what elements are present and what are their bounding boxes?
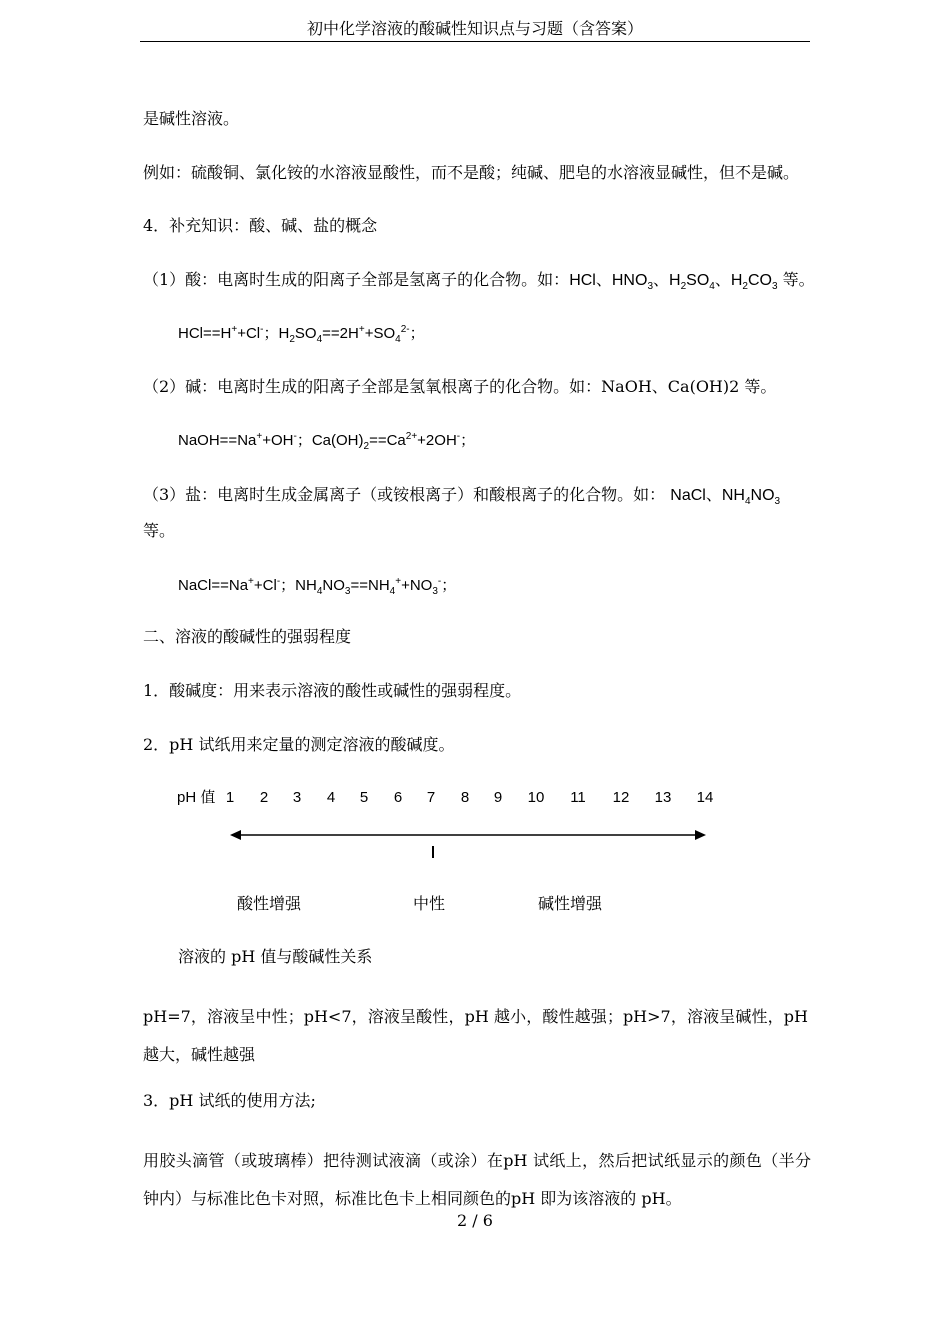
page-header: 初中化学溶液的酸碱性知识点与习题（含答案） <box>306 19 643 38</box>
ph-tick-8: 8 <box>460 789 470 806</box>
neutral-mark <box>432 846 434 858</box>
paragraph-continuation: 是碱性溶液。 <box>143 109 240 128</box>
salt-definition-cont: 等。 <box>143 521 176 540</box>
header-rule <box>140 41 810 42</box>
base-definition: （2）碱：电离时生成的阳离子全部是氢氧根离子的化合物。如：NaOH、Ca(OH)2 等。 <box>143 377 777 396</box>
page-number: 2 / 6 <box>457 1211 493 1230</box>
section-heading-2: 二、溶液的酸碱性的强弱程度 <box>143 627 352 646</box>
ph-tick-13: 13 <box>654 789 672 806</box>
acid-definition-text: （1）酸：电离时生成的阳离子全部是氢离子的化合物。如： <box>143 270 570 289</box>
definition-acidity: 1．酸碱度：用来表示溶液的酸性或碱性的强弱程度。 <box>143 681 522 700</box>
ph-paper-statement: 2．pH 试纸用来定量的测定溶液的酸碱度。 <box>143 735 455 754</box>
ph-tick-12: 12 <box>612 789 630 806</box>
acid-example-h2co3: $H_2CO_3$ <box>730 272 778 293</box>
base-ionization-equation: NaOH==Na++OH-；$Ca(OH)_2==Ca^{2+}+2OH^-$； <box>178 431 476 452</box>
ph-relation-paragraph: pH=7，溶液呈中性；pH<7，溶液呈酸性，pH 越小，酸性越强；pH>7，溶液呈碱性，pH 越大，碱性越强 <box>143 1007 808 1064</box>
ph-scale-axis <box>230 828 706 842</box>
ph-tick-11: 11 <box>570 789 586 806</box>
region-acidic: 酸性增强 <box>237 894 302 913</box>
axis-arrow-right <box>695 830 706 840</box>
ph-tick-9: 9 <box>493 789 503 806</box>
salt-ionization-equation: NaCl==Na++Cl-；$NH_4NO_3==NH_4^++NO_3^-$； <box>178 576 457 597</box>
ph-tick-10: 10 <box>527 789 545 806</box>
salt-definition: （3）盐：电离时生成金属离子（或铵根离子）和酸根离子的化合物。如： NaCl、$NH_4NO_3$ <box>143 485 781 508</box>
ph-tick-14: 14 <box>696 789 714 806</box>
ph-tick-7: 7 <box>426 789 436 806</box>
ph-tick-1: 1 <box>225 789 235 806</box>
acid-example-suffix: 等。 <box>782 270 815 289</box>
acid-example-hno3: $HNO_3$ <box>611 272 653 293</box>
ph-tick-2: 2 <box>259 789 269 806</box>
heading-supplement: 4．补充知识：酸、碱、盐的概念 <box>143 216 378 235</box>
acid-example-h2so4: $H_2SO_4$ <box>669 272 715 293</box>
ph-usage-heading: 3．pH 试纸的使用方法; <box>143 1091 316 1110</box>
diagram-caption: 溶液的 pH 值与酸碱性关系 <box>178 947 373 966</box>
ph-tick-3: 3 <box>292 789 302 806</box>
ph-tick-4: 4 <box>326 789 336 806</box>
ph-tick-5: 5 <box>359 789 369 806</box>
axis-arrow-left <box>230 830 241 840</box>
region-neutral: 中性 <box>413 894 446 913</box>
ph-tick-6: 6 <box>393 789 403 806</box>
paragraph-example: 例如：硫酸铜、氯化铵的水溶液显酸性，而不是酸；纯碱、肥皂的水溶液显碱性，但不是碱。 <box>143 163 800 182</box>
region-basic: 碱性增强 <box>538 894 603 913</box>
acid-example-hcl: HCl <box>569 272 596 289</box>
ph-scale-label: pH 值 <box>177 789 216 806</box>
acid-definition: （1）酸：电离时生成的阳离子全部是氢离子的化合物。如：HCl、$HNO_3$、$H_2SO_4$、$H_2CO_3$ 等。 <box>143 270 815 293</box>
acid-ionization-equation: HCl==H++Cl-；$H_2SO_4==2H^++SO_4^{2-}$； <box>178 324 425 345</box>
ph-usage-paragraph: 用胶头滴管（或玻璃棒）把待测试液滴（或涂）在pH 试纸上，然后把试纸显示的颜色（半分钟内）与标准比色卡对照，标准比色卡上相同颜色的pH 即为该溶液的 pH。 <box>143 1151 811 1208</box>
